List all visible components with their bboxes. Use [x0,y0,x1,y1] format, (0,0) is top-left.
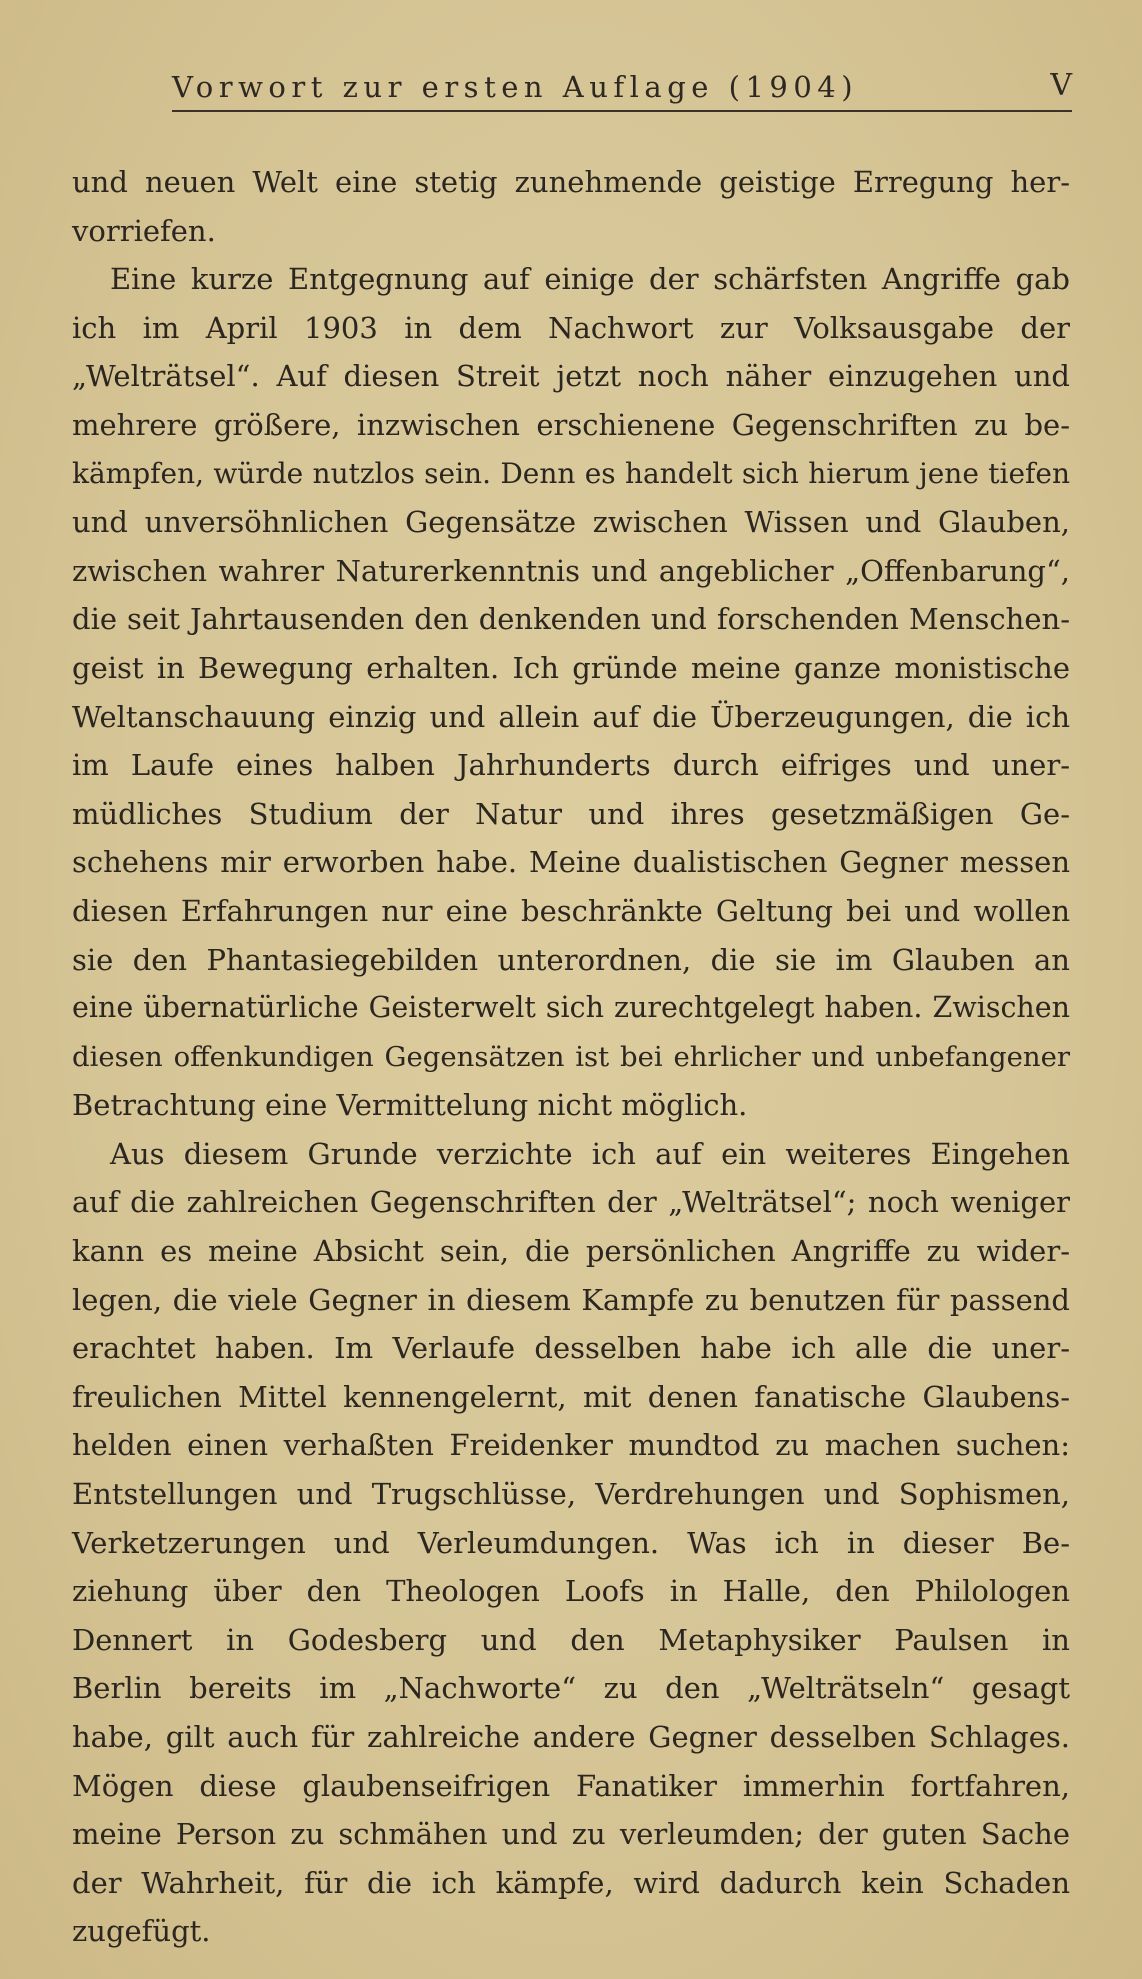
body-text [72,158,1070,1956]
text-line: ziehung über den Theologen Loofs in Halle, den Philologen [72,1574,1070,1609]
text-line: schehens mir erworben habe. Meine dualistischen Gegner messen [72,845,1070,880]
text-line: mehrere größere, inzwischen erschienene Gegenschriften zu be- [72,407,1070,442]
text-line: kann es meine Absicht sein, die persönlichen Angriffe zu wider- [72,1234,1070,1269]
running-header-title: Vorwort zur ersten Auflage (1904) [172,70,859,104]
text-line: erachtet haben. Im Verlaufe desselben habe ich alle die uner- [72,1331,1070,1366]
text-line: und unversöhnlichen Gegensätze zwischen Wissen und Glauben, [72,505,1070,540]
text-line: im Laufe eines halben Jahrhunderts durch eifriges und uner- [72,748,1070,783]
text-line: diesen offenkundigen Gegensätzen ist bei ehrlicher und unbefangener [72,1040,1070,1073]
text-line: eine übernatürliche Geisterwelt sich zurechtgelegt haben. Zwischen [72,991,1070,1025]
text-line: vorriefen. [72,213,216,248]
text-line: kämpfen, würde nutzlos sein. Denn es handelt sich hierum jene tiefen [72,456,1070,490]
text-line: habe, gilt auch für zahlreiche andere Gegner desselben Schlages. [72,1720,1070,1754]
text-line: Dennert in Godesberg und den Metaphysiker Paulsen in [72,1622,1070,1657]
text-line: Berlin bereits im „Nachworte“ zu den „Welträtseln“ gesagt [72,1671,1070,1706]
text-line: ich im April 1903 in dem Nachwort zur Volksausgabe der [72,310,1070,345]
text-line: müdliches Studium der Natur und ihres gesetzmäßigen Ge- [72,796,1070,831]
text-line: Mögen diese glaubenseifrigen Fanatiker immerhin fortfahren, [72,1768,1070,1803]
text-line: Verketzerungen und Verleumdungen. Was ich in dieser Be- [72,1525,1070,1560]
text-line: Aus diesem Grunde verzichte ich auf ein weiteres Eingehen [110,1136,1070,1171]
text-line: sie den Phantasiegebilden unterordnen, die sie im Glauben an [72,942,1070,977]
running-header [172,60,1072,112]
text-line: der Wahrheit, für die ich kämpfe, wird dadurch kein Schaden [72,1865,1070,1900]
text-line: auf die zahlreichen Gegenschriften der „Welträtsel“; noch weniger [72,1185,1070,1220]
text-line: Eine kurze Entgegnung auf einige der schärfsten Angriffe gab [110,262,1070,297]
text-line: legen, die viele Gegner in diesem Kampfe zu benutzen für passend [72,1282,1070,1317]
text-line: geist in Bewegung erhalten. Ich gründe meine ganze monistische [72,650,1070,685]
text-line: die seit Jahrtausenden den denkenden und forschenden Menschen- [72,602,1070,637]
text-line: Entstellungen und Trugschlüsse, Verdrehungen und Sophismen, [72,1477,1070,1512]
text-line: und neuen Welt eine stetig zunehmende geistige Erregung her- [72,165,1070,199]
text-line: zugefügt. [72,1914,211,1949]
text-line: diesen Erfahrungen nur eine beschränkte Geltung bei und wollen [72,893,1070,928]
text-line: Weltanschauung einzig und allein auf die Überzeugungen, die ich [72,699,1070,734]
text-line: zwischen wahrer Naturerkenntnis und angeblicher „Offenbarung“, [72,553,1070,588]
text-line: freulichen Mittel kennengelernt, mit denen fanatische Glaubens- [72,1379,1070,1414]
text-line: Betrachtung eine Vermittelung nicht möglich. [72,1088,748,1123]
text-line: meine Person zu schmähen und zu verleumden; der guten Sache [72,1817,1070,1852]
text-line: helden einen verhaßten Freidenker mundtod zu machen suchen: [72,1428,1070,1463]
page-number: V [1050,68,1072,103]
text-line: „Welträtsel“. Auf diesen Streit jetzt noch näher einzugehen und [72,359,1070,394]
